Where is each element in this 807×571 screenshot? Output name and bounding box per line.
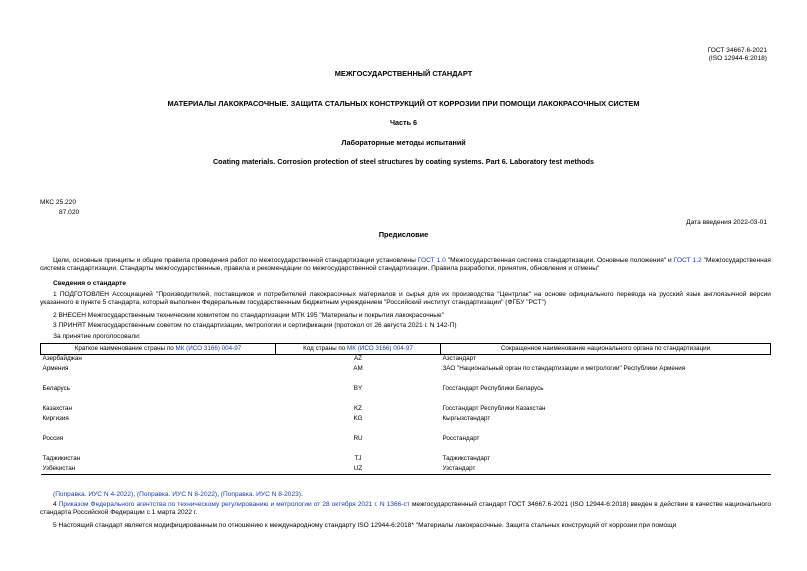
mk-iso-link[interactable]: МК (ИСО 3166) 004-97 [347, 345, 413, 353]
country-cell: Армения [42, 364, 69, 372]
voted-label: За принятие проголосовали: [53, 333, 141, 340]
code-cell: KG [353, 414, 363, 422]
intro-date: Дата введения 2022-03-01 [686, 219, 767, 226]
gost-1-0-link[interactable]: ГОСТ 1.0 [417, 257, 446, 264]
iso-code: (ISO 12944-6:2018) [708, 55, 767, 63]
document-subtitle: Лабораторные методы испытаний [341, 138, 466, 147]
item-5: 5 Настоящий стандарт является модифицированным по отношению к международному стандарту ISO 12944-6:2018* "Материалы лакокрасочные. Защита стальных конструкций от коррозии при помощи [53, 522, 677, 529]
code-cell: KZ [353, 404, 363, 412]
part-number: Часть 6 [390, 118, 417, 127]
table-row [41, 435, 771, 455]
mks-code-2: 87.020 [59, 209, 80, 216]
item-2: 2 ВНЕСЕН Межгосударственным техническим комитетом по стандартизации МТК 195 "Материалы и покрытия лакокрасочные" [53, 312, 445, 319]
country-cell: Россия [42, 434, 64, 442]
body-cell: Кыргызстандарт [442, 414, 491, 422]
body-cell: Таджикстандарт [442, 454, 491, 462]
amendments-line: (Поправка. ИУС N 4-2022), (Поправка. ИУС N 8-2022), (Поправка. ИУС N 8-2023). [53, 491, 303, 498]
col-body-header: Сокращенное наименование национального органа по стандартизации [441, 344, 771, 355]
body-cell: ЗАО "Национальный орган по стандартизации и метрологии" Республики Армения [442, 364, 686, 372]
country-cell: Беларусь [42, 384, 71, 392]
amendment-link[interactable]: (Поправка. ИУС N 8-2023) [220, 491, 301, 498]
mk-iso-link[interactable]: МК (ИСО 3166) 004-97 [175, 345, 242, 353]
gost-code: ГОСТ 34667.6-2021 [707, 47, 767, 54]
country-cell: Казахстан [42, 404, 73, 412]
country-cell: Киргизия [42, 414, 69, 422]
code-cell: RU [353, 434, 363, 442]
header-text: Код страны по [303, 345, 348, 353]
document-title: МАТЕРИАЛЫ ЛАКОКРАСОЧНЫЕ. ЗАЩИТА СТАЛЬНЫХ КОНСТРУКЦИЙ ОТ КОРРОЗИИ ПРИ ПОМОЩИ ЛАКОКРАСОЧНЫХ СИСТЕМ [167, 99, 640, 108]
country-cell: Узбекистан [42, 464, 76, 472]
amendment-link[interactable]: (Поправка. ИУС N 8-2022) [136, 491, 218, 498]
countries-table [40, 343, 771, 475]
col-country-header [41, 344, 276, 355]
table-row [41, 465, 771, 475]
table-row [41, 455, 771, 465]
body-cell: Госстандарт Республики Казахстан [442, 404, 546, 412]
preface-text: Цели, основные принципы и общие правила проведения работ по межгосударственной стандартизации установлены [53, 257, 418, 264]
item-3: 3 ПРИНЯТ Межгосударственным советом по стандартизации, метрологии и сертификации (протокол от 26 августа 2021 г. N 142-П) [53, 322, 457, 329]
code-cell: AM [353, 364, 363, 372]
code-cell: AZ [353, 355, 363, 362]
preface-text: "Межгосударственная система стандартизации. Основные положения" и [445, 257, 674, 264]
body-cell: Узстандарт [442, 464, 476, 472]
mks-code-1: МКС 25.220 [40, 199, 77, 206]
body-cell: Госстандарт Республики Беларусь [442, 384, 544, 392]
info-heading: Сведения о стандарте [53, 280, 127, 287]
item-4: 4 Приказом Федерального агентства по техническому регулированию и метрологии от 28 октября 2021 г. N 1366-ст межгосударственный стандарт ГОСТ 34667.6-2021 (ISO 12944-6:2018) введен в действие в качестве национального стандарта Российской Федерации с 1 марта 2022 г. [40, 501, 772, 517]
country-cell: Таджикистан [42, 454, 81, 462]
table-row [41, 355, 771, 365]
code-cell: BY [353, 384, 363, 392]
body-cell: Росстандарт [442, 434, 480, 442]
table-row [41, 415, 771, 435]
table-row [41, 405, 771, 415]
col-code-header [276, 344, 441, 355]
standard-type: МЕЖГОСУДАРСТВЕННЫЙ СТАНДАРТ [334, 69, 473, 78]
preface-heading: Предисловие [378, 230, 429, 239]
english-title: Coating materials. Corrosion protection of steel structures by coating systems. Part 6. Laboratory test methods [212, 157, 595, 166]
gost-1-2-link[interactable]: ГОСТ 1.2 [673, 257, 702, 264]
document-code [567, 47, 767, 63]
code-cell: TJ [354, 454, 362, 462]
preface-text: "Межгосударственная система стандартизации. Стандарты межгосударственные, правила и рекомендации по межгосударственной стандартизации. Правила разработки, принятия, обновления и отмены" [40, 257, 771, 273]
table-header-row [41, 344, 771, 355]
item-1: 1 ПОДГОТОВЛЕН Ассоциацией "Производителей, поставщиков и потребителей лакокрасочных материалов и сырья для их производства "Центрлак" на основе официального перевода на русский язык англоязычной версии указанного в пункте 5 стандарта, который выполнен Федеральным государственным бюджетным учреждением "Российский институт стандартизации" (ФГБУ "РСТ") [40, 291, 771, 307]
order-link[interactable]: Приказом Федерального агентства по техническому регулированию и метрологии от 28 октября 2021 г. N 1366-ст [58, 501, 410, 508]
table-row [41, 385, 771, 405]
header-text: Краткое наименование страны по [74, 345, 176, 353]
body-cell: Азстандарт [442, 355, 476, 362]
code-cell: UZ [353, 464, 363, 472]
item-4-text: межгосударственный стандарт ГОСТ 34667.6-2021 (ISO 12944-6:2018) введен в действие в качестве национального стандарта Российской Федерации с 1 марта 2022 г. [40, 501, 772, 517]
table-row [41, 365, 771, 385]
country-cell: Азербайджан [42, 355, 82, 362]
amendment-link[interactable]: (Поправка. ИУС N 4-2022) [53, 491, 134, 498]
preface-paragraph [40, 257, 771, 273]
